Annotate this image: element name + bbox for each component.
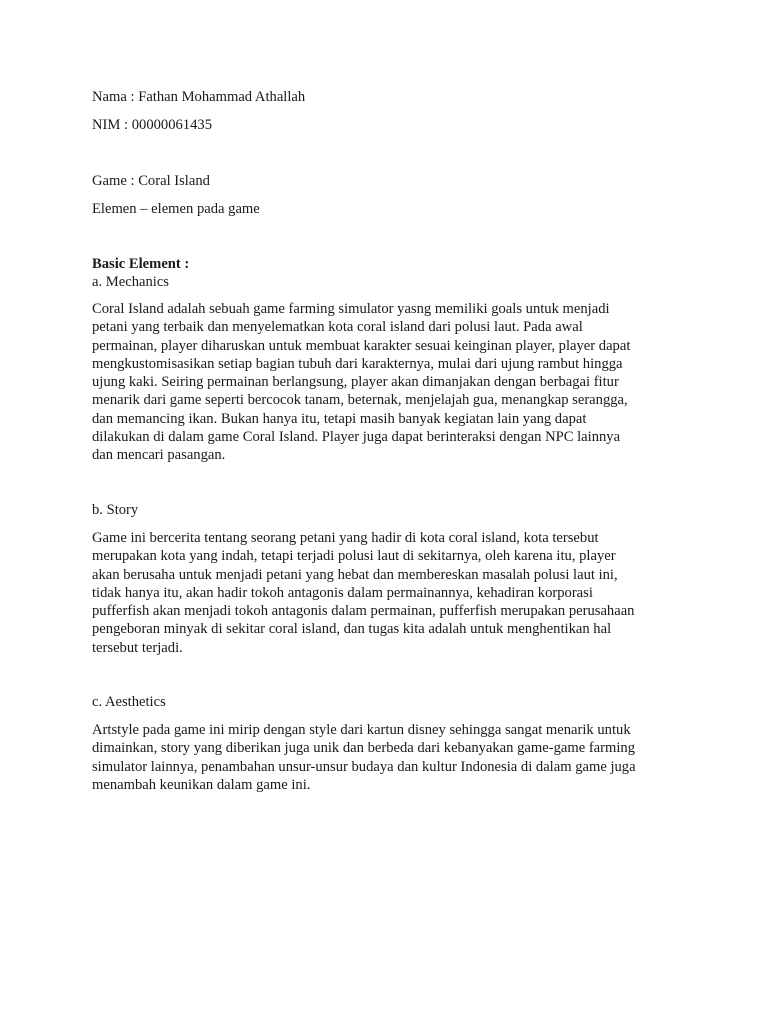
story-line: Game ini bercerita tentang seorang petani yang hadir di kota coral island, kota tersebut (92, 530, 599, 546)
mechanics-line: Coral Island adalah sebuah game farming simulator yasng memiliki goals untuk menjadi (92, 301, 610, 317)
aesthetics-line: Artstyle pada game ini mirip dengan style dari kartun disney sehingga sangat menarik untuk (92, 722, 631, 738)
story-line: tidak hanya itu, akan hadir tokoh antagonis dalam permainannya, kehadiran korporasi (92, 584, 593, 601)
story-line: pengeboran minyak di sekitar coral island, dan tugas kita adalah untuk menghentikan hal (92, 621, 612, 638)
aesthetics-line: simulator lainnya, penambahan unsur-unsur budaya dan kultur Indonesia di dalam game juga (92, 758, 636, 775)
aesthetics-paragraph (92, 721, 682, 794)
mechanics-line: permainan, player diharuskan untuk membuat karakter sesuai keinginan player, player dapat (92, 337, 631, 354)
story-line: pufferfish akan menjadi tokoh antagonis dalam permainan, pufferfish merupakan perusahaan (92, 603, 635, 620)
aesthetics-line: dimainkan, story yang diberikan juga unik dan berbeda dari kebanyakan game-game farming (92, 740, 636, 757)
mechanics-line: dan mencari pasangan. (92, 447, 226, 464)
mechanics-paragraph (92, 300, 682, 465)
mechanics-line: dilakukan di dalam game Coral Island. Player juga dapat berinteraksi dengan NPC lainnya (92, 429, 621, 446)
story-line: tersebut terjadi. (92, 639, 183, 656)
story-line: merupakan kota yang indah, tetapi terjadi polusi laut di sekitarnya, oleh karena itu, player (92, 548, 616, 565)
elements-intro-line: Elemen – elemen pada game (92, 201, 260, 217)
student-name-line: Nama : Fathan Mohammad Athallah (92, 89, 306, 105)
mechanics-line: petani yang terbaik dan menyelematkan kota coral island dari polusi laut. Pada awal (92, 319, 583, 336)
game-title-line: Game : Coral Island (92, 173, 210, 189)
basic-element-heading: Basic Element : (92, 256, 190, 272)
student-nim-line: NIM : 00000061435 (92, 117, 212, 133)
story-label: b. Story (92, 502, 139, 518)
mechanics-line: menarik dari game seperti bercocok tanam, beternak, menjelajah gua, menangkap serangga, (92, 392, 628, 409)
story-paragraph (92, 529, 682, 657)
mechanics-line: ujung kaki. Seiring permainan berlangsung, player akan dimanjakan dengan berbagai fitur (92, 374, 619, 391)
mechanics-line: dan memancing ikan. Bukan hanya itu, tetapi masih banyak kegiatan lain yang dapat (92, 410, 587, 427)
story-line: akan berusaha untuk menjadi petani yang hebat dan membereskan masalah polusi laut ini, (92, 566, 618, 583)
mechanics-label: a. Mechanics (92, 274, 169, 290)
mechanics-line: mengkustomisasikan setiap bagian tubuh dari karakternya, mulai dari ujung rambut hingga (92, 355, 623, 372)
aesthetics-line: menambah keunikan dalam game ini. (92, 776, 311, 793)
aesthetics-label: c. Aesthetics (92, 694, 166, 710)
